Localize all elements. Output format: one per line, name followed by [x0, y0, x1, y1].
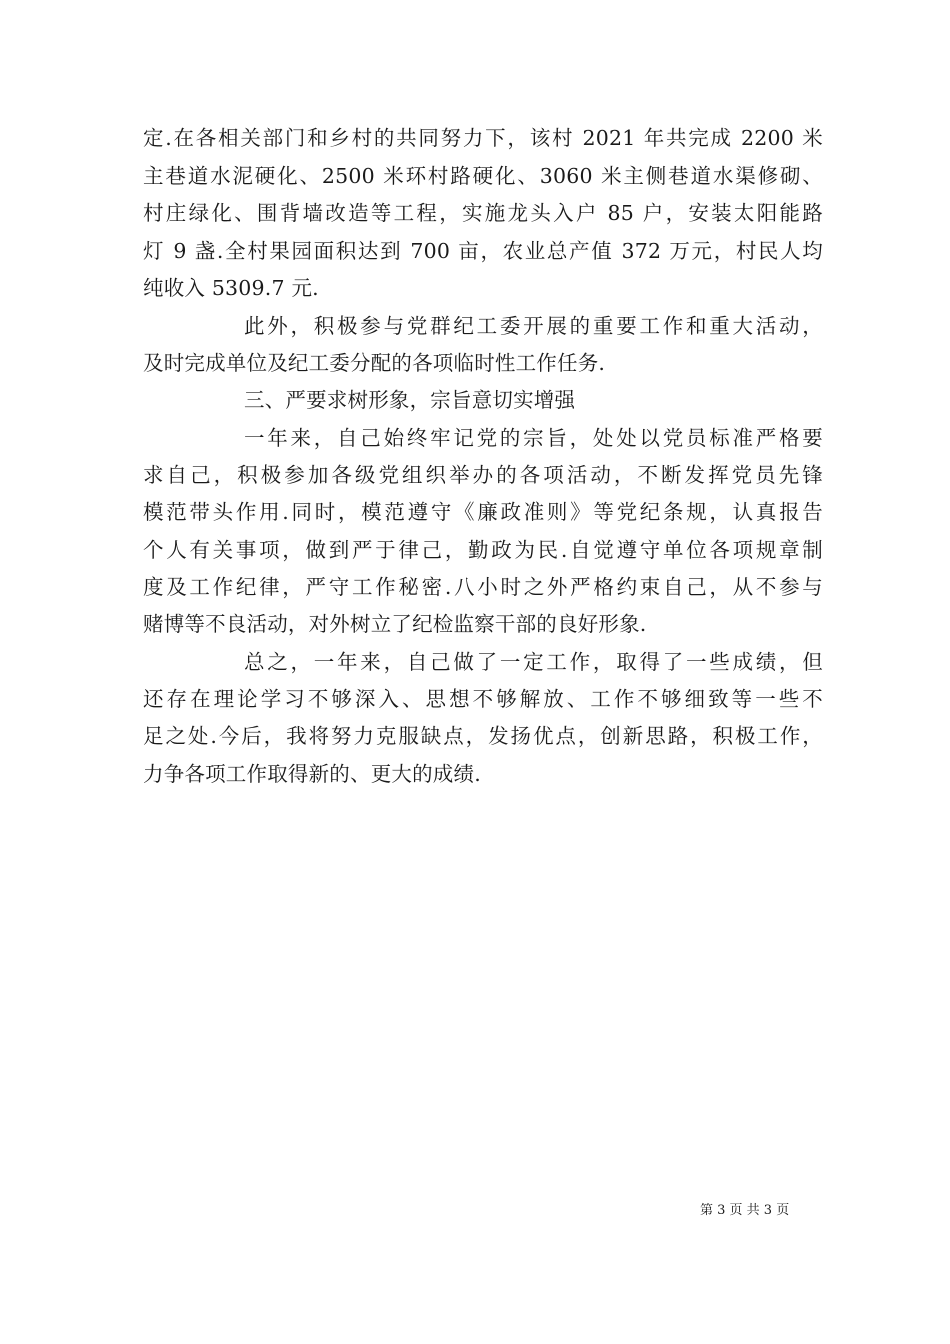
paragraph-line: 灯 9 盏.全村果园面积达到 700 亩，农业总产值 372 万元，村民人均	[143, 239, 823, 263]
paragraph-line: 总之，一年来，自己做了一定工作，取得了一些成绩，但	[244, 650, 823, 674]
paragraph-line: 模范带头作用.同时，模范遵守《廉政准则》等党纪条规，认真报告	[143, 500, 823, 524]
paragraph-line: 一年来，自己始终牢记党的宗旨，处处以党员标准严格要	[244, 426, 823, 450]
paragraph-line: 力争各项工作取得新的、更大的成绩.	[143, 762, 481, 786]
paragraph-line: 及时完成单位及纪工委分配的各项临时性工作任务.	[143, 351, 606, 375]
page-number-footer: 第 3 页 共 3 页	[700, 1203, 790, 1218]
paragraph-line: 赌博等不良活动，对外树立了纪检监察干部的良好形象.	[143, 612, 647, 636]
paragraph-line: 足之处.今后，我将努力克服缺点，发扬优点，创新思路，积极工作，	[143, 724, 823, 748]
paragraph-line: 此外，积极参与党群纪工委开展的重要工作和重大活动，	[244, 314, 823, 338]
paragraph-line: 个人有关事项，做到严于律己，勤政为民.自觉遵守单位各项规章制	[143, 538, 823, 562]
paragraph-line: 村庄绿化、围背墙改造等工程，实施龙头入户 85 户，安装太阳能路	[143, 201, 823, 225]
paragraph-line: 度及工作纪律，严守工作秘密.八小时之外严格约束自己，从不参与	[143, 575, 823, 599]
paragraph-line: 求自己，积极参加各级党组织举办的各项活动，不断发挥党员先锋	[143, 463, 823, 487]
paragraph-line: 纯收入 5309.7 元.	[143, 276, 319, 300]
paragraph-line: 主巷道水泥硬化、2500 米环村路硬化、3060 米主侧巷道水渠修砌、	[143, 164, 823, 188]
paragraph-line: 还存在理论学习不够深入、思想不够解放、工作不够细致等一些不	[143, 687, 823, 711]
section-heading: 三、严要求树形象，宗旨意切实增强	[244, 388, 576, 412]
paragraph-line: 定.在各相关部门和乡村的共同努力下，该村 2021 年共完成 2200 米	[143, 126, 823, 150]
